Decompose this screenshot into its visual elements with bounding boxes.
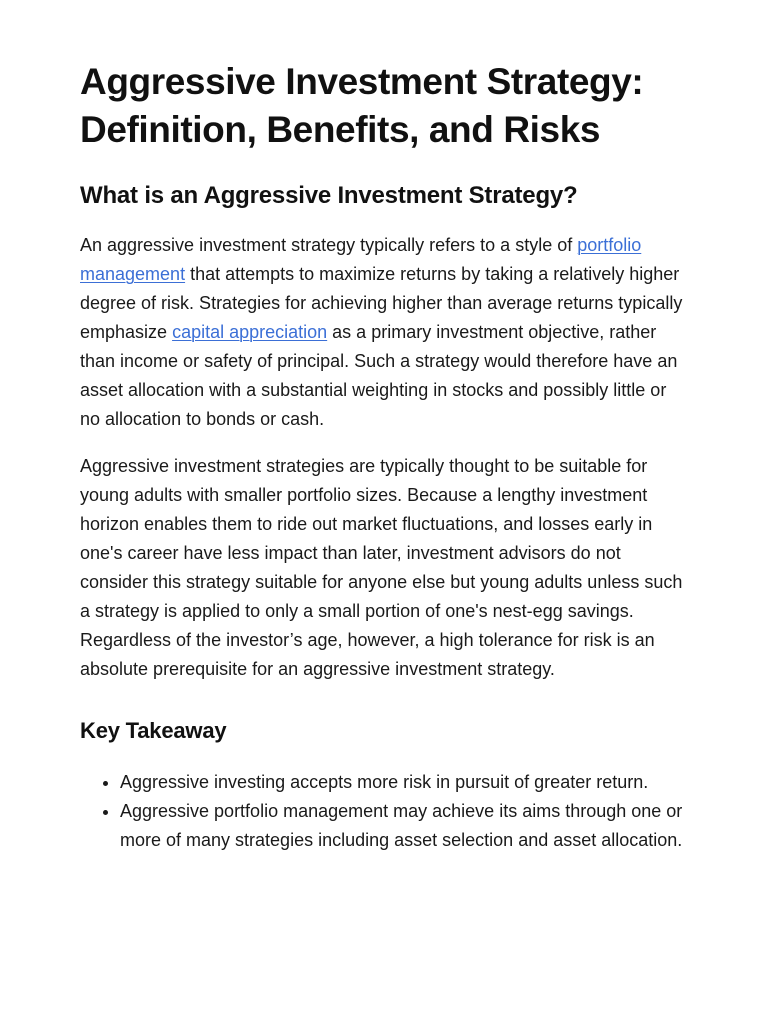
- suitability-paragraph: Aggressive investment strategies are typically thought to be suitable for young adults with smaller portfolio sizes. Because a lengthy investment horizon enables them to ride out market fluctuations, and losses early in one's career have less impact than later, investment advisors do not consider this strategy suitable for anyone else but young adults unless such a strategy is applied to only a small portion of one's nest-egg savings. Regardless of the investor’s age, however, a high tolerance for risk is an absolute prerequisite for an aggressive investment strategy.: [80, 456, 683, 679]
- intro-text-part-2: that attempts to maximize returns by taking a relatively higher degree of risk. Strategies for achieving higher than average returns typically emphasize: [80, 264, 683, 342]
- capital-appreciation-link[interactable]: capital appreciation: [172, 322, 328, 342]
- intro-paragraph: [80, 231, 688, 434]
- takeaway-item-2: • Aggressive portfolio management may achieve its aims through one or more of many strategies including asset selection and asset allocation.: [120, 797, 688, 855]
- section-heading: What is an Aggressive Investment Strategy?: [80, 182, 578, 209]
- intro-text-part-1: An aggressive investment strategy typically refers to a style of: [80, 235, 578, 255]
- portfolio-management-link[interactable]: portfolio management: [80, 235, 642, 284]
- intro-text-part-3: as a primary investment objective, rather than income or safety of principal. Such a strategy would therefore have an asset allocation with a substantial weighting in stocks and possibly little or no allocation to bonds or cash.: [80, 322, 678, 429]
- page-title: Aggressive Investment Strategy: Definition, Benefits, and Risks: [80, 61, 644, 150]
- key-takeaway-heading: Key Takeaway: [80, 718, 227, 743]
- takeaway-item-1: • Aggressive investing accepts more risk in pursuit of greater return.: [120, 768, 688, 797]
- takeaway-list: [80, 768, 688, 855]
